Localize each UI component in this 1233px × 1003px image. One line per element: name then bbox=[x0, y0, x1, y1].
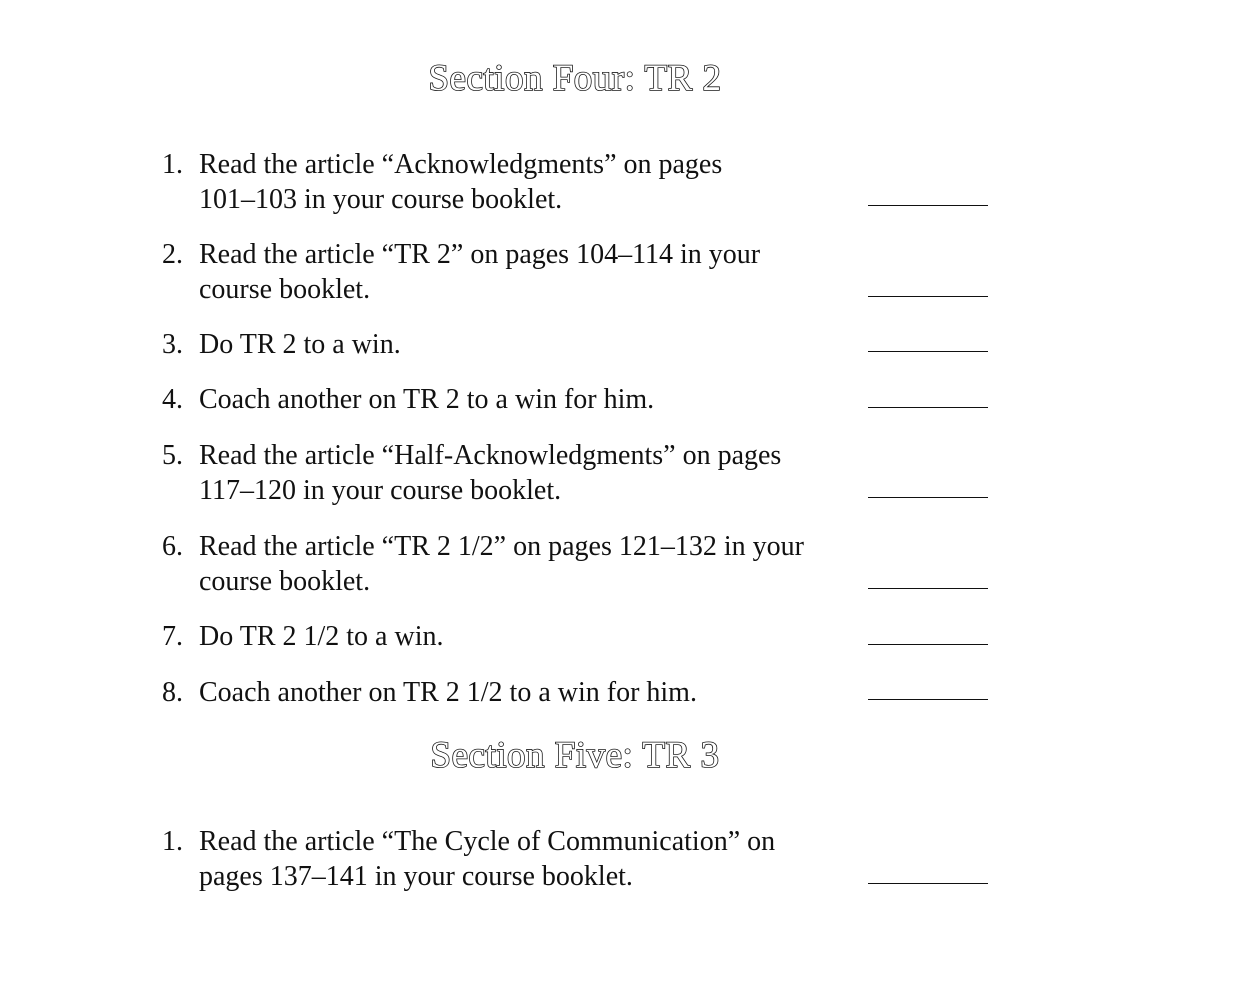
item-text bbox=[199, 237, 869, 307]
item-number: 3. bbox=[162, 329, 183, 360]
item-text bbox=[199, 327, 869, 362]
item-text bbox=[199, 147, 869, 217]
completion-blank[interactable] bbox=[868, 883, 988, 884]
checklist-item bbox=[162, 382, 992, 417]
item-text-line: Do TR 2 to a win. bbox=[199, 329, 401, 360]
item-text-line: course booklet. bbox=[199, 274, 371, 305]
checklist-item bbox=[162, 619, 992, 654]
item-number: 6. bbox=[162, 531, 183, 562]
item-number: 1. bbox=[162, 826, 183, 857]
item-text-line: Do TR 2 1/2 to a win. bbox=[199, 621, 444, 652]
item-text-line: Read the article “TR 2 1/2” on pages 121–132 in your bbox=[199, 531, 804, 562]
item-text bbox=[199, 824, 869, 894]
item-text-line: 117–120 in your course booklet. bbox=[199, 475, 562, 506]
item-text-line: course booklet. bbox=[199, 566, 371, 597]
item-number: 1. bbox=[162, 149, 183, 180]
item-number: 2. bbox=[162, 239, 183, 270]
item-text-line: Read the article “Half-Acknowledgments” on pages bbox=[199, 440, 782, 471]
checklist-item bbox=[162, 327, 992, 362]
item-number: 4. bbox=[162, 384, 183, 415]
item-text bbox=[199, 382, 869, 417]
item-text-line: Coach another on TR 2 to a win for him. bbox=[199, 384, 655, 415]
item-text-line: Coach another on TR 2 1/2 to a win for him. bbox=[199, 677, 697, 708]
checklist-item bbox=[162, 675, 992, 710]
item-text bbox=[199, 529, 869, 599]
item-text-line: 101–103 in your course booklet. bbox=[199, 184, 563, 215]
section-five-title: Section Five: TR 3 bbox=[430, 735, 720, 776]
completion-blank[interactable] bbox=[868, 497, 988, 498]
item-text-line: pages 137–141 in your course booklet. bbox=[199, 861, 633, 892]
item-text bbox=[199, 619, 869, 654]
item-text-line: Read the article “The Cycle of Communication” on bbox=[199, 826, 776, 857]
completion-blank[interactable] bbox=[868, 296, 988, 297]
completion-blank[interactable] bbox=[868, 588, 988, 589]
checklist-item bbox=[162, 147, 992, 217]
section-four-title: Section Four: TR 2 bbox=[428, 58, 722, 99]
completion-blank[interactable] bbox=[868, 644, 988, 645]
completion-blank[interactable] bbox=[868, 205, 988, 206]
completion-blank[interactable] bbox=[868, 699, 988, 700]
item-text bbox=[199, 438, 869, 508]
item-number: 7. bbox=[162, 621, 183, 652]
item-number: 8. bbox=[162, 677, 183, 708]
completion-blank[interactable] bbox=[868, 351, 988, 352]
item-text bbox=[199, 675, 869, 710]
item-text-line: Read the article “Acknowledgments” on pages bbox=[199, 149, 723, 180]
item-text-line: Read the article “TR 2” on pages 104–114 in your bbox=[199, 239, 761, 270]
item-number: 5. bbox=[162, 440, 183, 471]
completion-blank[interactable] bbox=[868, 407, 988, 408]
